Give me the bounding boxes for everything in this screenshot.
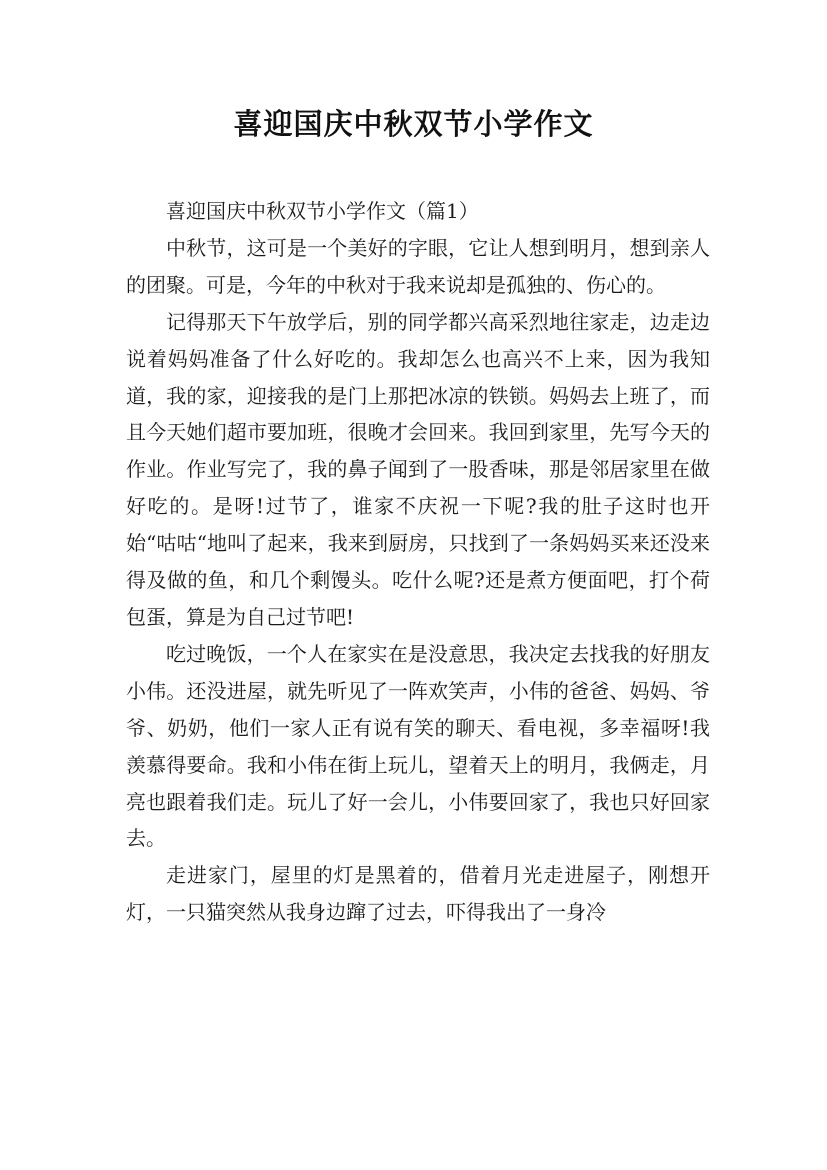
paragraph-heading: 喜迎国庆中秋双节小学作文（篇1）: [166, 199, 479, 223]
paragraph: 记得那天下午放学后，别的同学都兴高采烈地往家走，边走边说着妈妈准备了什么好吃的。我却怎么也高兴不上来，因为我知道，我的家，迎接我的是门上那把冰凉的铁锁。妈妈去上班了，而且今天她们超市要加班，很晚才会回来。我回到家里，先写今天的作业。作业写完了，我的鼻子闻到了一股香味，那是邻居家里在做好吃的。是呀!过节了，谁家不庆祝一下呢?我的肚子这时也开始“咕咕“地叫了起来，我来到厨房，只找到了一条妈妈买来还没来得及做的鱼，和几个剩馒头。吃什么呢?还是煮方便面吧，打个荷包蛋，算是为自己过节吧!: [126, 309, 710, 629]
document-title: 喜迎国庆中秋双节小学作文: [233, 107, 594, 141]
paragraph: 走进家门，屋里的灯是黑着的，借着月光走进屋子，刚想开灯，一只猫突然从我身边蹿了过去，吓得我出了一身冷: [126, 863, 710, 925]
document-body: [126, 193, 710, 931]
paragraph: 中秋节，这可是一个美好的字眼，它让人想到明月，想到亲人的团聚。可是，今年的中秋对于我来说却是孤独的、伤心的。: [126, 235, 710, 297]
paragraph: 吃过晚饭，一个人在家实在是没意思，我决定去找我的好朋友小伟。还没进屋，就先听见了一阵欢笑声，小伟的爸爸、妈妈、爷爷、奶奶，他们一家人正有说有笑的聊天、看电视，多幸福呀!我羡慕得要命。我和小伟在街上玩儿，望着天上的明月，我俩走，月亮也跟着我们走。玩儿了好一会儿，小伟要回家了，我也只好回家去。: [126, 641, 710, 851]
